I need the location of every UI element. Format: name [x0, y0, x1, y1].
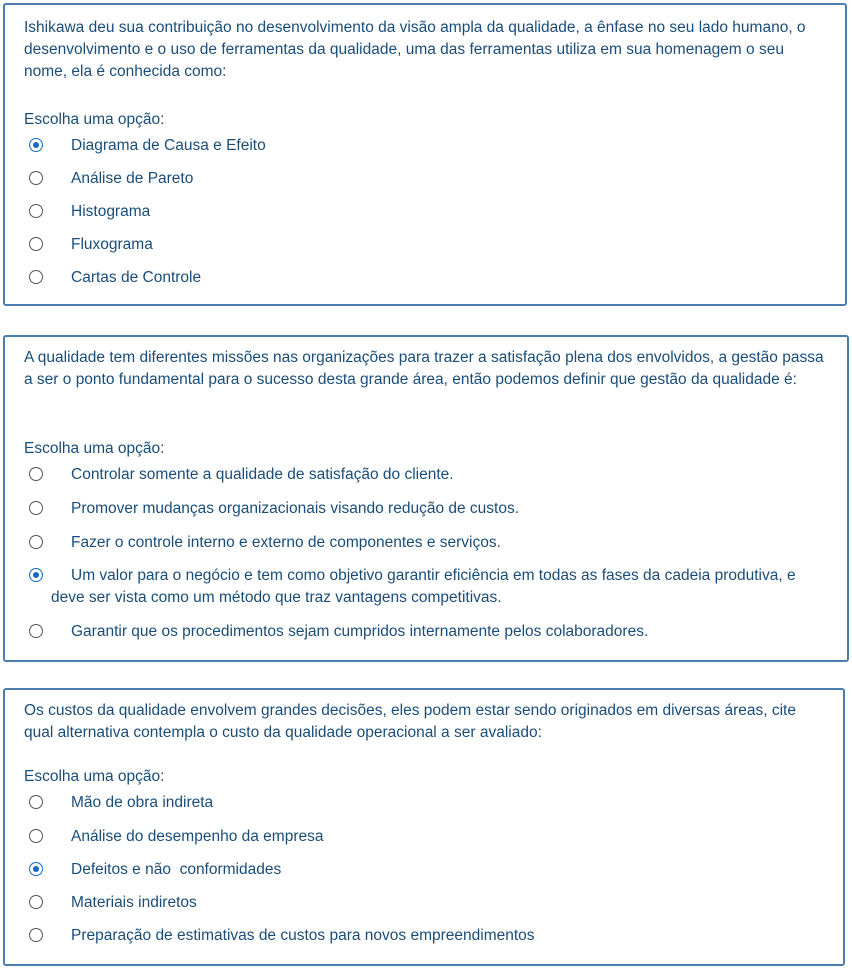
choose-option-label: Escolha uma opção:	[24, 440, 165, 457]
question-prompt: Ishikawa deu sua contribuição no desenvolvimento da visão ampla da qualidade, a ênfase no seu lado humano, o desenvolvimento e o uso de ferramentas da qualidade, uma das ferramentas utiliza em sua homenagem o seu nome, ela é conhecida como:	[24, 19, 806, 80]
radio-icon[interactable]	[29, 501, 43, 515]
radio-selected-icon[interactable]	[29, 138, 43, 152]
radio-icon[interactable]	[29, 535, 43, 549]
option-radio[interactable]	[29, 859, 825, 881]
option-label: Fazer o controle interno e externo de componentes e serviços.	[71, 534, 501, 551]
option-label: Análise de Pareto	[71, 170, 194, 187]
radio-icon[interactable]	[29, 795, 43, 809]
option-label: Promover mudanças organizacionais visando redução de custos.	[71, 500, 520, 517]
option-label: Materiais indiretos	[71, 894, 197, 911]
option-radio[interactable]	[29, 168, 827, 190]
radio-icon[interactable]	[29, 895, 43, 909]
option-radio[interactable]	[29, 532, 829, 554]
option-radio[interactable]	[29, 135, 827, 157]
radio-selected-icon[interactable]	[29, 862, 43, 876]
option-radio[interactable]	[29, 267, 827, 289]
radio-icon[interactable]	[29, 467, 43, 481]
option-radio[interactable]	[29, 234, 827, 256]
option-radio[interactable]	[29, 826, 825, 848]
radio-selected-icon[interactable]	[29, 568, 43, 582]
option-label: Mão de obra indireta	[71, 794, 214, 811]
radio-icon[interactable]	[29, 928, 43, 942]
choose-option-label: Escolha uma opção:	[24, 768, 165, 785]
question-card-1	[3, 3, 847, 306]
option-label: Diagrama de Causa e Efeito	[71, 137, 266, 154]
option-radio[interactable]	[29, 925, 825, 947]
option-label: Garantir que os procedimentos sejam cumpridos internamente pelos colaboradores.	[71, 623, 649, 640]
option-radio[interactable]	[29, 892, 825, 914]
choose-option-label: Escolha uma opção:	[24, 111, 165, 128]
option-radio[interactable]	[29, 201, 827, 223]
question-prompt: A qualidade tem diferentes missões nas organizações para trazer a satisfação plena dos envolvidos, a gestão passa a ser o ponto fundamental para o sucesso desta grande área, então podemos definir que gestão da qualidade é:	[24, 349, 824, 388]
option-radio[interactable]	[29, 621, 829, 643]
radio-icon[interactable]	[29, 204, 43, 218]
option-radio[interactable]	[29, 565, 829, 609]
option-label: Um valor para o negócio e tem como objetivo garantir eficiência em todas as fases da cadeia produtiva, e deve ser vista como um método que traz vantagens competitivas.	[51, 567, 796, 606]
question-card-3	[3, 688, 845, 966]
radio-icon[interactable]	[29, 624, 43, 638]
option-label: Histograma	[71, 203, 151, 220]
option-label: Defeitos e não conformidades	[71, 861, 282, 878]
option-label: Controlar somente a qualidade de satisfação do cliente.	[71, 466, 454, 483]
option-label: Cartas de Controle	[71, 269, 202, 286]
option-label: Preparação de estimativas de custos para novos empreendimentos	[71, 927, 535, 944]
option-radio[interactable]	[29, 464, 829, 486]
radio-icon[interactable]	[29, 237, 43, 251]
radio-icon[interactable]	[29, 829, 43, 843]
option-radio[interactable]	[29, 498, 829, 520]
radio-icon[interactable]	[29, 270, 43, 284]
option-radio[interactable]	[29, 792, 825, 814]
radio-icon[interactable]	[29, 171, 43, 185]
option-label: Fluxograma	[71, 236, 153, 253]
question-card-2	[3, 335, 849, 662]
option-label: Análise do desempenho da empresa	[71, 828, 324, 845]
question-prompt: Os custos da qualidade envolvem grandes decisões, eles podem estar sendo originados em diversas áreas, cite qual alternativa contempla o custo da qualidade operacional a ser avaliado:	[24, 702, 796, 741]
